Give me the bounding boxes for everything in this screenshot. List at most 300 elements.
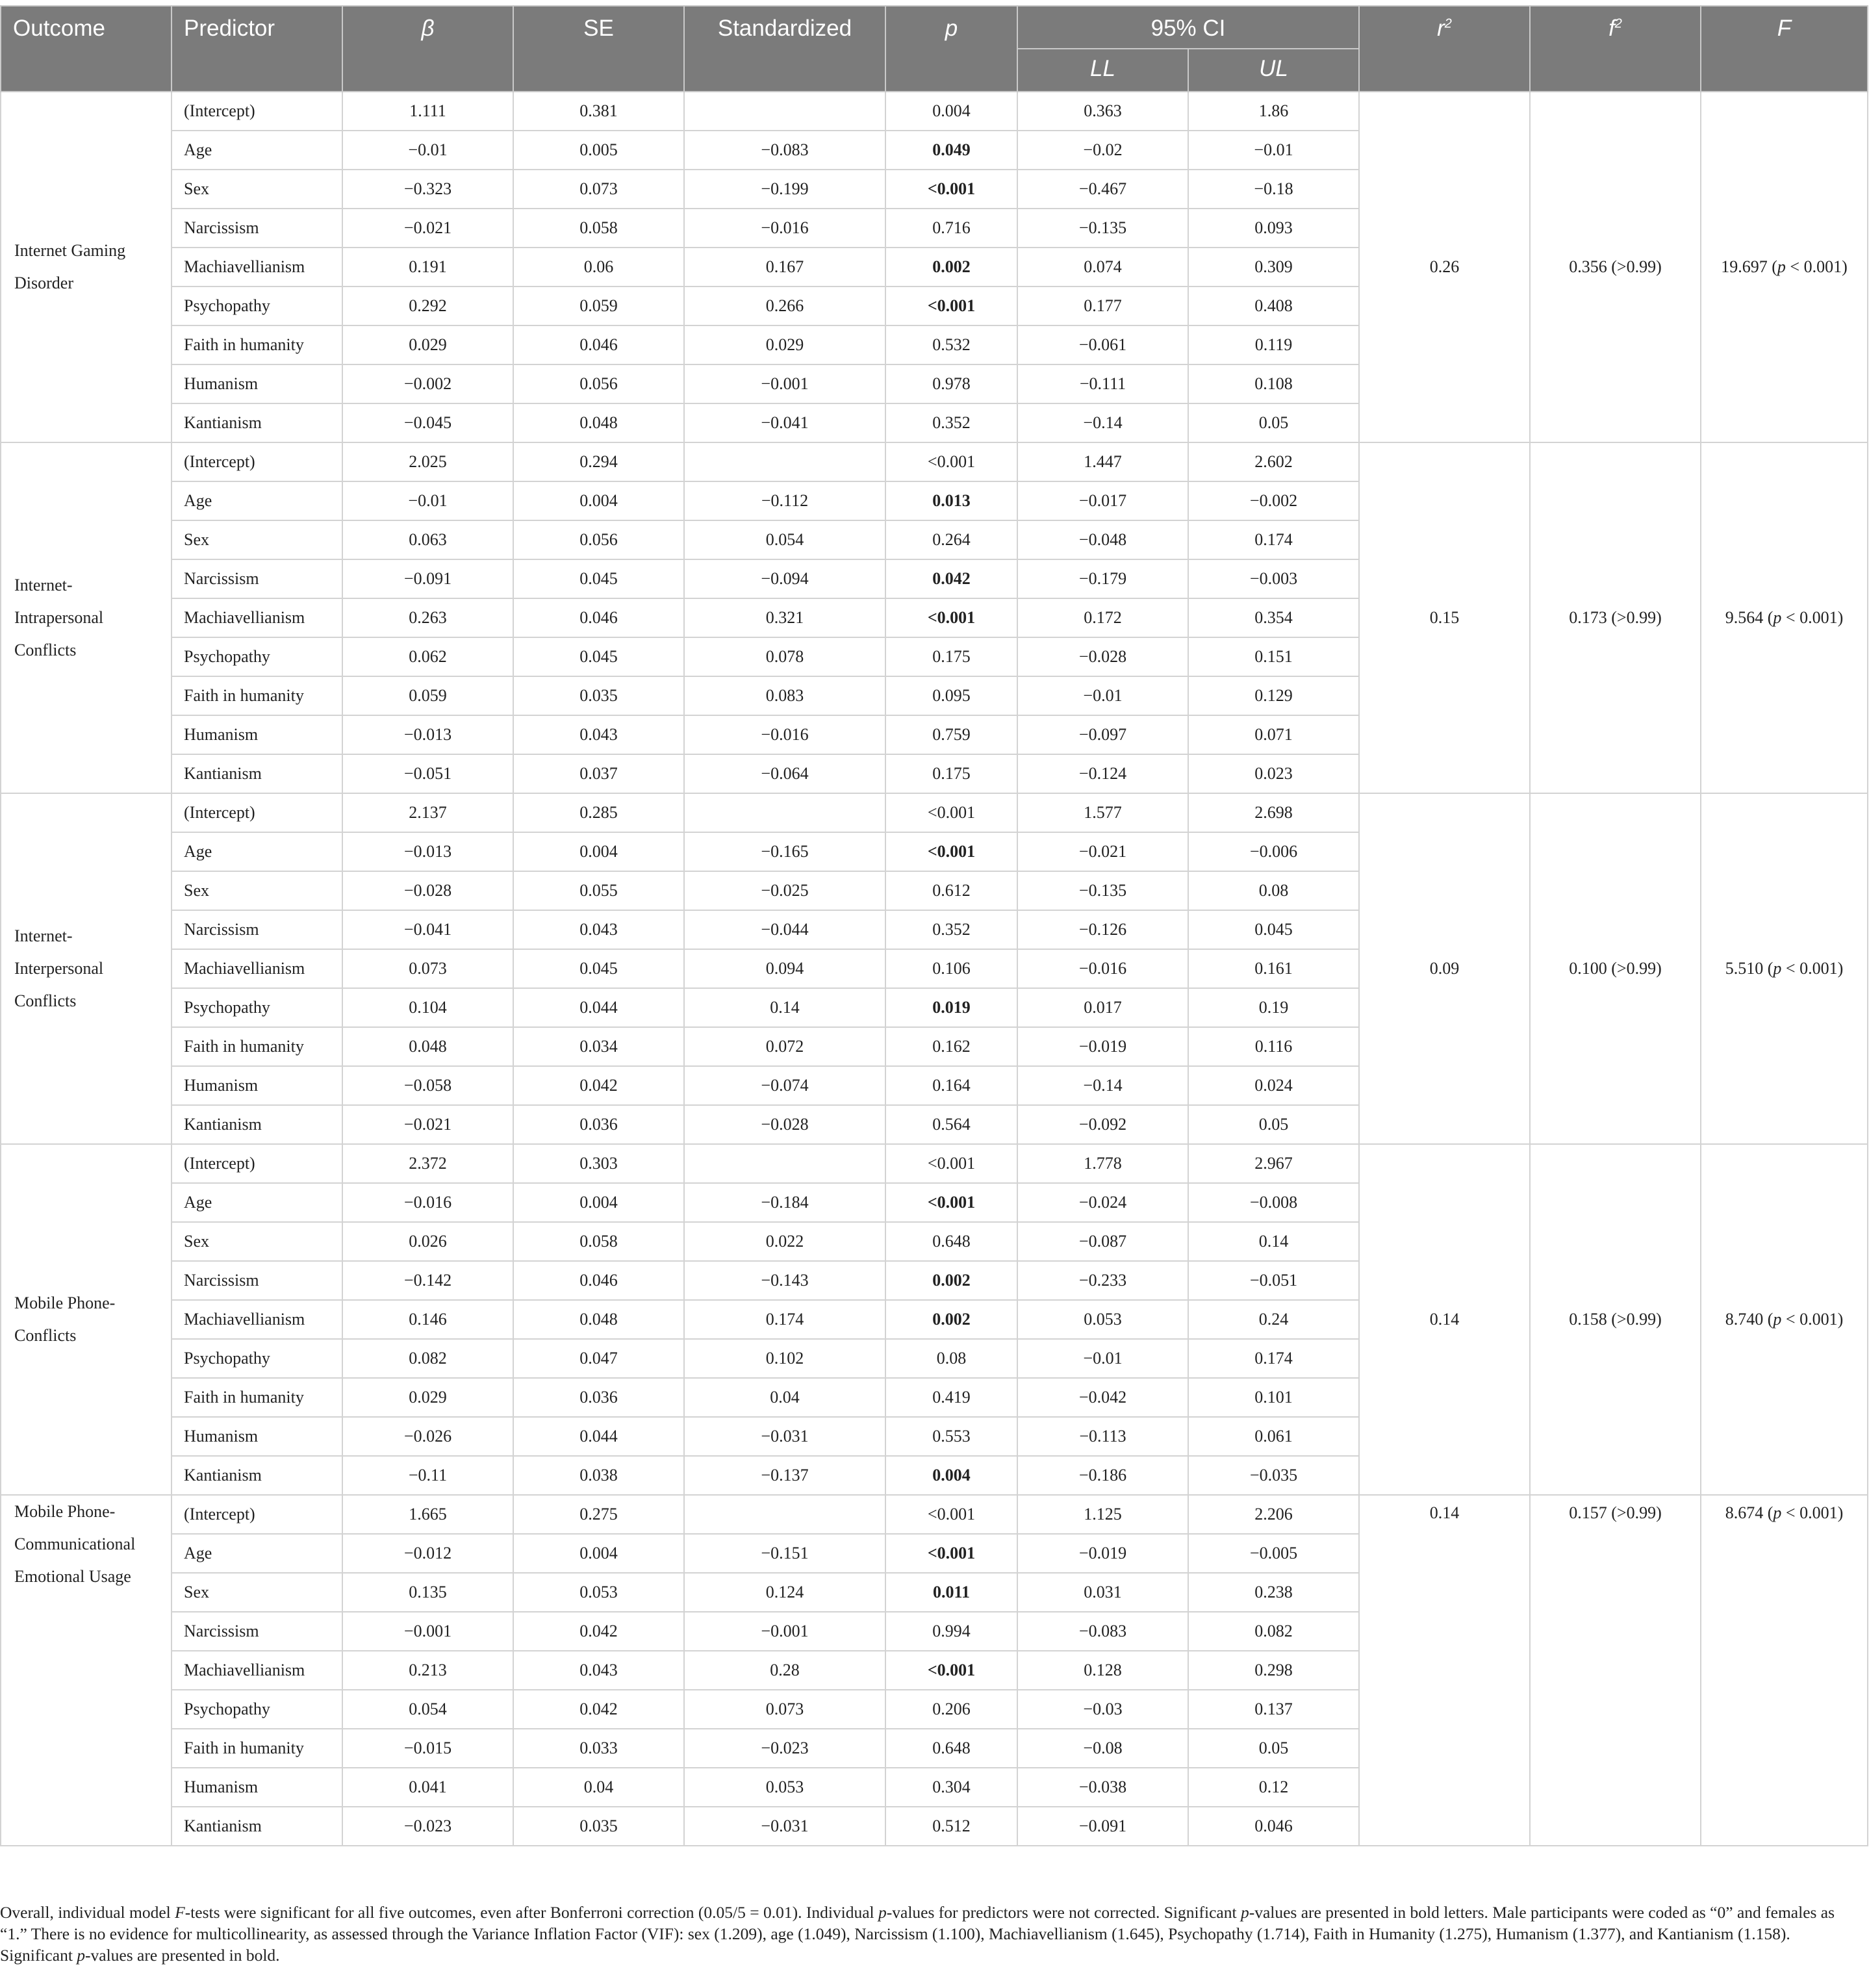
ci-lower-cell: −0.233 [1017, 1261, 1188, 1300]
beta-cell: −0.11 [342, 1456, 513, 1495]
predictor-cell: Sex [172, 170, 342, 209]
table-header [1, 6, 1868, 92]
r2-cell: 0.14 [1359, 1144, 1530, 1495]
ci-upper-cell: 2.602 [1188, 442, 1359, 481]
predictor-cell: Machiavellianism [172, 949, 342, 988]
p-value-cell: 0.994 [885, 1612, 1017, 1651]
predictor-cell: (Intercept) [172, 1495, 342, 1534]
F-value: 19.697 ( [1721, 257, 1777, 276]
predictor-cell: Age [172, 481, 342, 520]
standardized-cell: −0.143 [684, 1261, 885, 1300]
standardized-cell: 0.073 [684, 1690, 885, 1729]
outcome-cell: Internet-Interpersonal Conflicts [1, 793, 172, 1144]
regression-table [0, 5, 1868, 1846]
standardized-cell: −0.016 [684, 715, 885, 754]
beta-cell: −0.012 [342, 1534, 513, 1573]
table-body [1, 92, 1868, 1846]
ci-upper-cell: 0.093 [1188, 209, 1359, 248]
predictor-cell: Narcissism [172, 209, 342, 248]
beta-cell: −0.142 [342, 1261, 513, 1300]
se-cell: 0.275 [513, 1495, 684, 1534]
beta-cell: −0.021 [342, 1105, 513, 1144]
se-cell: 0.042 [513, 1066, 684, 1105]
se-cell: 0.046 [513, 325, 684, 364]
se-cell: 0.044 [513, 988, 684, 1027]
standardized-cell: 0.029 [684, 325, 885, 364]
ci-lower-cell: 1.577 [1017, 793, 1188, 832]
ci-upper-cell: −0.006 [1188, 832, 1359, 871]
ci-lower-cell: −0.028 [1017, 637, 1188, 676]
beta-cell: 0.263 [342, 598, 513, 637]
predictor-cell: Faith in humanity [172, 1378, 342, 1417]
predictor-cell: Narcissism [172, 559, 342, 598]
predictor-cell: Kantianism [172, 1456, 342, 1495]
se-cell: 0.035 [513, 1807, 684, 1846]
p-value-cell: 0.162 [885, 1027, 1017, 1066]
ci-upper-cell: 0.101 [1188, 1378, 1359, 1417]
ci-upper-cell: −0.003 [1188, 559, 1359, 598]
p-value-cell: 0.648 [885, 1222, 1017, 1261]
ci-upper-cell: 0.024 [1188, 1066, 1359, 1105]
p-value-cell: 0.564 [885, 1105, 1017, 1144]
standardized-cell [684, 1495, 885, 1534]
beta-cell: 0.104 [342, 988, 513, 1027]
footnote-text-3: -values for predictors were not corrected. Significant [886, 1903, 1241, 1922]
outcome-cell: Internet Gaming Disorder [1, 92, 172, 442]
p-value-cell: 0.978 [885, 364, 1017, 403]
standardized-cell: −0.023 [684, 1729, 885, 1768]
ci-upper-cell: 0.298 [1188, 1651, 1359, 1690]
footnote-text-1: Overall, individual model [0, 1903, 175, 1922]
beta-cell: 2.025 [342, 442, 513, 481]
ci-lower-cell: −0.083 [1017, 1612, 1188, 1651]
header-se: SE [513, 6, 684, 92]
se-cell: 0.04 [513, 1768, 684, 1807]
header-f2 [1530, 6, 1701, 92]
beta-cell: 0.213 [342, 1651, 513, 1690]
p-value-cell: <0.001 [885, 287, 1017, 325]
ci-lower-cell: −0.126 [1017, 910, 1188, 949]
standardized-cell: −0.137 [684, 1456, 885, 1495]
outcome-cell: Mobile Phone-Conflicts [1, 1144, 172, 1495]
se-cell: 0.285 [513, 793, 684, 832]
beta-cell: −0.023 [342, 1807, 513, 1846]
se-cell: 0.056 [513, 364, 684, 403]
beta-cell: 0.063 [342, 520, 513, 559]
p-value-cell: 0.175 [885, 637, 1017, 676]
p-value-cell: 0.304 [885, 1768, 1017, 1807]
ci-lower-cell: −0.019 [1017, 1027, 1188, 1066]
header-f2-base: f [1608, 16, 1615, 41]
footnote-italic-p-3: p [77, 1946, 86, 1965]
beta-cell: −0.013 [342, 715, 513, 754]
se-cell: 0.004 [513, 481, 684, 520]
se-cell: 0.059 [513, 287, 684, 325]
predictor-cell: Sex [172, 520, 342, 559]
ci-lower-cell: −0.061 [1017, 325, 1188, 364]
r2-cell: 0.14 [1359, 1495, 1530, 1846]
ci-lower-cell: 0.017 [1017, 988, 1188, 1027]
ci-lower-cell: 0.128 [1017, 1651, 1188, 1690]
beta-cell: 0.191 [342, 248, 513, 287]
table-row [1, 793, 1868, 832]
standardized-cell: −0.016 [684, 209, 885, 248]
beta-cell: −0.01 [342, 131, 513, 170]
p-value-cell: <0.001 [885, 1144, 1017, 1183]
predictor-cell: (Intercept) [172, 442, 342, 481]
predictor-cell: Machiavellianism [172, 248, 342, 287]
f2-cell: 0.356 (>0.99) [1530, 92, 1701, 442]
se-cell: 0.043 [513, 715, 684, 754]
ci-upper-cell: 0.161 [1188, 949, 1359, 988]
p-value-cell: 0.042 [885, 559, 1017, 598]
ci-lower-cell: −0.042 [1017, 1378, 1188, 1417]
se-cell: 0.048 [513, 403, 684, 442]
p-value-cell: <0.001 [885, 1651, 1017, 1690]
standardized-cell: 0.078 [684, 637, 885, 676]
header-standardized: Standardized [684, 6, 885, 92]
standardized-cell: −0.199 [684, 170, 885, 209]
ci-lower-cell: −0.113 [1017, 1417, 1188, 1456]
F-p-value: < 0.001) [1781, 1310, 1844, 1329]
ci-upper-cell: 0.023 [1188, 754, 1359, 793]
p-value-cell: <0.001 [885, 832, 1017, 871]
beta-cell: 0.041 [342, 1768, 513, 1807]
p-value-cell: 0.352 [885, 403, 1017, 442]
ci-upper-cell: 2.967 [1188, 1144, 1359, 1183]
header-r2-base: r [1437, 16, 1445, 41]
f2-cell: 0.100 (>0.99) [1530, 793, 1701, 1144]
predictor-cell: Age [172, 832, 342, 871]
ci-lower-cell: −0.111 [1017, 364, 1188, 403]
predictor-cell: Narcissism [172, 1612, 342, 1651]
se-cell: 0.042 [513, 1612, 684, 1651]
standardized-cell: 0.072 [684, 1027, 885, 1066]
se-cell: 0.048 [513, 1300, 684, 1339]
predictor-cell: Faith in humanity [172, 1729, 342, 1768]
p-value-cell: 0.002 [885, 1261, 1017, 1300]
standardized-cell: −0.151 [684, 1534, 885, 1573]
p-value-cell: 0.716 [885, 209, 1017, 248]
se-cell: 0.042 [513, 1690, 684, 1729]
beta-cell: 0.062 [342, 637, 513, 676]
table-row [1, 1495, 1868, 1534]
predictor-cell: Age [172, 1183, 342, 1222]
se-cell: 0.036 [513, 1105, 684, 1144]
ci-lower-cell: −0.186 [1017, 1456, 1188, 1495]
table-footnote [0, 1902, 1858, 1966]
se-cell: 0.047 [513, 1339, 684, 1378]
se-cell: 0.046 [513, 598, 684, 637]
predictor-cell: Humanism [172, 715, 342, 754]
se-cell: 0.046 [513, 1261, 684, 1300]
p-value-cell: 0.095 [885, 676, 1017, 715]
beta-cell: 0.048 [342, 1027, 513, 1066]
beta-cell: 0.082 [342, 1339, 513, 1378]
standardized-cell: −0.001 [684, 364, 885, 403]
se-cell: 0.036 [513, 1378, 684, 1417]
beta-cell: −0.091 [342, 559, 513, 598]
ci-upper-cell: 0.05 [1188, 1729, 1359, 1768]
ci-upper-cell: 2.206 [1188, 1495, 1359, 1534]
table-row [1, 92, 1868, 131]
ci-lower-cell: −0.087 [1017, 1222, 1188, 1261]
p-value-cell: <0.001 [885, 1183, 1017, 1222]
table-row [1, 442, 1868, 481]
se-cell: 0.033 [513, 1729, 684, 1768]
f2-cell: 0.158 (>0.99) [1530, 1144, 1701, 1495]
predictor-cell: Sex [172, 1573, 342, 1612]
footnote-italic-F: F [175, 1903, 185, 1922]
beta-cell: −0.045 [342, 403, 513, 442]
r2-cell: 0.15 [1359, 442, 1530, 793]
ci-upper-cell: 2.698 [1188, 793, 1359, 832]
p-value-cell: <0.001 [885, 793, 1017, 832]
predictor-cell: Sex [172, 1222, 342, 1261]
beta-cell: −0.01 [342, 481, 513, 520]
ci-lower-cell: 0.363 [1017, 92, 1188, 131]
p-value-cell: 0.512 [885, 1807, 1017, 1846]
ci-upper-cell: 0.174 [1188, 520, 1359, 559]
p-value-cell: <0.001 [885, 170, 1017, 209]
F-cell [1701, 1495, 1868, 1846]
ci-upper-cell: 0.05 [1188, 403, 1359, 442]
ci-upper-cell: 0.082 [1188, 1612, 1359, 1651]
beta-cell: 0.292 [342, 287, 513, 325]
ci-lower-cell: −0.092 [1017, 1105, 1188, 1144]
standardized-cell: −0.074 [684, 1066, 885, 1105]
p-value-cell: 0.175 [885, 754, 1017, 793]
se-cell: 0.294 [513, 442, 684, 481]
ci-upper-cell: −0.008 [1188, 1183, 1359, 1222]
ci-lower-cell: −0.048 [1017, 520, 1188, 559]
standardized-cell: −0.025 [684, 871, 885, 910]
f2-cell: 0.157 (>0.99) [1530, 1495, 1701, 1846]
ci-lower-cell: −0.14 [1017, 403, 1188, 442]
ci-lower-cell: −0.016 [1017, 949, 1188, 988]
beta-cell: −0.041 [342, 910, 513, 949]
ci-upper-cell: −0.18 [1188, 170, 1359, 209]
header-f2-sup: 2 [1614, 16, 1622, 31]
ci-upper-cell: −0.002 [1188, 481, 1359, 520]
beta-cell: −0.016 [342, 1183, 513, 1222]
F-cell [1701, 92, 1868, 442]
ci-upper-cell: −0.005 [1188, 1534, 1359, 1573]
predictor-cell: Kantianism [172, 1807, 342, 1846]
beta-cell: −0.015 [342, 1729, 513, 1768]
footnote-text-4: -values are presented in bold letters. Male participants were coded as “0” and females as “1.” There is no evidence for multicollinearity, as assessed through the Variance Inflation Factor (VIF): sex (1.209), age (1.049), Narcissism (1.100), Machiavellianism (1.645), Psychopathy (1.714), Faith in Humanity (1.275), Humanism (1.377), and Kantianism (1.158). Significant [0, 1903, 1835, 1965]
ci-lower-cell: −0.021 [1017, 832, 1188, 871]
predictor-cell: Machiavellianism [172, 1300, 342, 1339]
ci-upper-cell: 1.86 [1188, 92, 1359, 131]
p-value-cell: 0.013 [885, 481, 1017, 520]
ci-upper-cell: 0.12 [1188, 1768, 1359, 1807]
se-cell: 0.053 [513, 1573, 684, 1612]
p-value-cell: 0.648 [885, 1729, 1017, 1768]
standardized-cell: −0.064 [684, 754, 885, 793]
standardized-cell: 0.102 [684, 1339, 885, 1378]
beta-cell: 1.111 [342, 92, 513, 131]
ci-lower-cell: −0.02 [1017, 131, 1188, 170]
beta-cell: −0.028 [342, 871, 513, 910]
se-cell: 0.045 [513, 949, 684, 988]
standardized-cell: 0.022 [684, 1222, 885, 1261]
F-value: 8.740 ( [1725, 1310, 1774, 1329]
ci-upper-cell: −0.01 [1188, 131, 1359, 170]
p-value-cell: 0.352 [885, 910, 1017, 949]
beta-cell: −0.021 [342, 209, 513, 248]
header-F: F [1701, 6, 1868, 92]
beta-cell: 1.665 [342, 1495, 513, 1534]
predictor-cell: Machiavellianism [172, 1651, 342, 1690]
predictor-cell: Humanism [172, 1066, 342, 1105]
footnote-italic-p-1: p [878, 1903, 887, 1922]
se-cell: 0.004 [513, 1183, 684, 1222]
predictor-cell: Faith in humanity [172, 1027, 342, 1066]
ci-lower-cell: 0.177 [1017, 287, 1188, 325]
ci-upper-cell: 0.119 [1188, 325, 1359, 364]
outcome-cell: Internet-Intrapersonal Conflicts [1, 442, 172, 793]
beta-cell: 0.135 [342, 1573, 513, 1612]
p-value-cell: 0.004 [885, 92, 1017, 131]
ci-lower-cell: −0.091 [1017, 1807, 1188, 1846]
se-cell: 0.06 [513, 248, 684, 287]
predictor-cell: Machiavellianism [172, 598, 342, 637]
p-value-cell: 0.002 [885, 1300, 1017, 1339]
se-cell: 0.037 [513, 754, 684, 793]
ci-lower-cell: −0.097 [1017, 715, 1188, 754]
standardized-cell: −0.041 [684, 403, 885, 442]
ci-upper-cell: −0.035 [1188, 1456, 1359, 1495]
standardized-cell: −0.165 [684, 832, 885, 871]
standardized-cell: 0.321 [684, 598, 885, 637]
standardized-cell: −0.031 [684, 1807, 885, 1846]
ci-upper-cell: 0.05 [1188, 1105, 1359, 1144]
standardized-cell [684, 442, 885, 481]
standardized-cell [684, 1144, 885, 1183]
header-r2 [1359, 6, 1530, 92]
se-cell: 0.043 [513, 1651, 684, 1690]
p-value-cell: 0.011 [885, 1573, 1017, 1612]
F-p-value: < 0.001) [1781, 1503, 1844, 1522]
p-value-cell: 0.264 [885, 520, 1017, 559]
se-cell: 0.073 [513, 170, 684, 209]
predictor-cell: (Intercept) [172, 92, 342, 131]
table-row [1, 1144, 1868, 1183]
predictor-cell: Psychopathy [172, 1339, 342, 1378]
predictor-cell: Faith in humanity [172, 325, 342, 364]
ci-lower-cell: −0.038 [1017, 1768, 1188, 1807]
beta-cell: 0.073 [342, 949, 513, 988]
predictor-cell: (Intercept) [172, 1144, 342, 1183]
standardized-cell: 0.054 [684, 520, 885, 559]
standardized-cell: −0.028 [684, 1105, 885, 1144]
header-p: p [885, 6, 1017, 92]
beta-cell: 0.059 [342, 676, 513, 715]
footnote-italic-p-2: p [1240, 1903, 1249, 1922]
ci-lower-cell: 0.172 [1017, 598, 1188, 637]
standardized-cell: −0.184 [684, 1183, 885, 1222]
beta-cell: −0.026 [342, 1417, 513, 1456]
standardized-cell [684, 793, 885, 832]
ci-lower-cell: 0.053 [1017, 1300, 1188, 1339]
se-cell: 0.044 [513, 1417, 684, 1456]
standardized-cell: 0.266 [684, 287, 885, 325]
predictor-cell: Age [172, 131, 342, 170]
se-cell: 0.045 [513, 637, 684, 676]
beta-cell: 0.029 [342, 1378, 513, 1417]
r2-cell: 0.26 [1359, 92, 1530, 442]
standardized-cell: 0.04 [684, 1378, 885, 1417]
beta-cell: 2.372 [342, 1144, 513, 1183]
header-ci: 95% CI [1017, 6, 1359, 49]
se-cell: 0.058 [513, 1222, 684, 1261]
predictor-cell: Psychopathy [172, 1690, 342, 1729]
standardized-cell: 0.167 [684, 248, 885, 287]
ci-lower-cell: 0.074 [1017, 248, 1188, 287]
header-beta: β [342, 6, 513, 92]
predictor-cell: Humanism [172, 1768, 342, 1807]
ci-upper-cell: 0.354 [1188, 598, 1359, 637]
standardized-cell [684, 92, 885, 131]
footnote-text-5: -values are presented in bold. [85, 1946, 280, 1965]
se-cell: 0.034 [513, 1027, 684, 1066]
ci-upper-cell: 0.08 [1188, 871, 1359, 910]
se-cell: 0.381 [513, 92, 684, 131]
predictor-cell: Psychopathy [172, 637, 342, 676]
p-value-cell: 0.553 [885, 1417, 1017, 1456]
beta-cell: −0.051 [342, 754, 513, 793]
ci-lower-cell: −0.467 [1017, 170, 1188, 209]
standardized-cell: 0.124 [684, 1573, 885, 1612]
predictor-cell: Narcissism [172, 910, 342, 949]
predictor-cell: Kantianism [172, 754, 342, 793]
header-predictor: Predictor [172, 6, 342, 92]
r2-cell: 0.09 [1359, 793, 1530, 1144]
standardized-cell: −0.001 [684, 1612, 885, 1651]
ci-lower-cell: −0.135 [1017, 209, 1188, 248]
beta-cell: 0.146 [342, 1300, 513, 1339]
outcome-cell: Mobile Phone-Communicational Emotional Usage [1, 1495, 172, 1846]
p-value-cell: 0.002 [885, 248, 1017, 287]
predictor-cell: Kantianism [172, 1105, 342, 1144]
standardized-cell: −0.112 [684, 481, 885, 520]
predictor-cell: Narcissism [172, 1261, 342, 1300]
F-p-label: p [1777, 257, 1786, 276]
p-value-cell: 0.019 [885, 988, 1017, 1027]
standardized-cell: 0.053 [684, 1768, 885, 1807]
predictor-cell: Psychopathy [172, 287, 342, 325]
se-cell: 0.035 [513, 676, 684, 715]
footnote-text-2: -tests were significant for all five outcomes, even after Bonferroni correction (0.05/5 = 0.01). Individual [184, 1903, 879, 1922]
ci-upper-cell: 0.071 [1188, 715, 1359, 754]
ci-lower-cell: −0.01 [1017, 1339, 1188, 1378]
beta-cell: 2.137 [342, 793, 513, 832]
ci-upper-cell: 0.408 [1188, 287, 1359, 325]
p-value-cell: 0.612 [885, 871, 1017, 910]
standardized-cell: 0.174 [684, 1300, 885, 1339]
ci-upper-cell: 0.108 [1188, 364, 1359, 403]
beta-cell: −0.002 [342, 364, 513, 403]
se-cell: 0.004 [513, 1534, 684, 1573]
ci-upper-cell: 0.137 [1188, 1690, 1359, 1729]
F-value: 5.510 ( [1725, 959, 1774, 978]
standardized-cell: −0.031 [684, 1417, 885, 1456]
predictor-cell: Humanism [172, 364, 342, 403]
F-p-value: < 0.001) [1781, 959, 1844, 978]
predictor-cell: Sex [172, 871, 342, 910]
ci-upper-cell: 0.14 [1188, 1222, 1359, 1261]
